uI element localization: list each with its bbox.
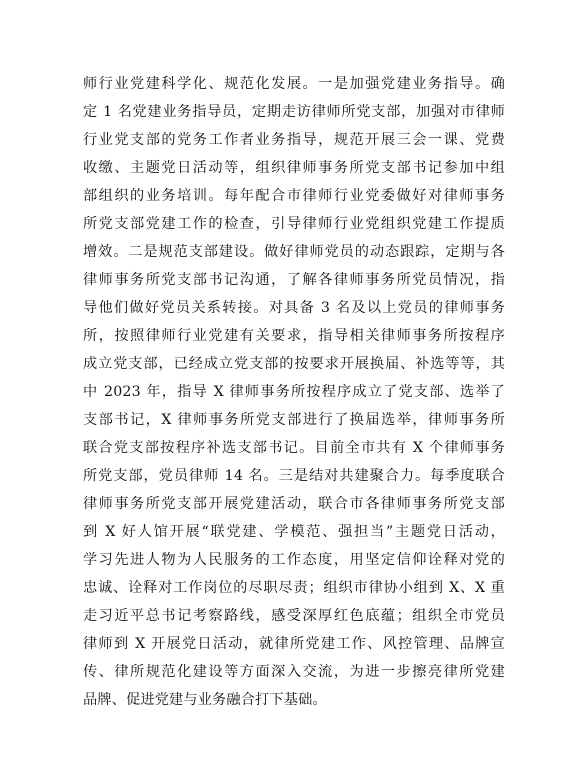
text-line: 走习近平总书记考察路线，感受深厚红色底蕴；组织全市党员: [83, 608, 505, 624]
text-line: 定 1 名党建业务指导员，定期走访律师所党支部，加强对市律师: [83, 104, 505, 120]
text-line: 律师事务所党支部开展党建活动，联合市各律师事务所党支部: [83, 496, 505, 512]
text-line: 律师事务所党支部书记沟通，了解各律师事务所党员情况，指: [83, 272, 505, 288]
text-line: 所党支部，党员律师 14 名。三是结对共建聚合力。每季度联合: [83, 468, 505, 484]
text-line: 支部书记，X 律师事务所党支部进行了换届选举，律师事务所: [83, 412, 505, 428]
text-line: 所党支部党建工作的检查，引导律师行业党组织党建工作提质: [83, 216, 505, 232]
text-line: 导他们做好党员关系转接。对具备 3 名及以上党员的律师事务: [83, 300, 505, 316]
text-line: 增效。二是规范支部建设。做好律师党员的动态跟踪，定期与各: [83, 244, 505, 260]
text-line: 品牌、促进党建与业务融合打下基础。: [83, 692, 327, 708]
text-line: 行业党支部的党务工作者业务指导，规范开展三会一课、党费: [83, 132, 505, 148]
text-line: 所，按照律师行业党建有关要求，指导相关律师事务所按程序: [83, 328, 505, 344]
text-line: 到 X 好人馆开展“联党建、学模范、强担当”主题党日活动，: [83, 524, 505, 540]
text-line: 成立党支部，已经成立党支部的按要求开展换届、补选等等，其: [83, 356, 505, 372]
text-line: 师行业党建科学化、规范化发展。一是加强党建业务指导。确: [83, 76, 505, 92]
text-line: 律师到 X 开展党日活动，就律所党建工作、风控管理、品牌宣: [83, 636, 505, 652]
body-paragraph: [83, 70, 505, 714]
text-line: 忠诚、诠释对工作岗位的尽职尽责；组织市律协小组到 X、X 重: [83, 580, 505, 596]
text-line: 部组织的业务培训。每年配合市律师行业党委做好对律师事务: [83, 188, 505, 204]
text-line: 收缴、主题党日活动等，组织律师事务所党支部书记参加中组: [83, 160, 505, 176]
text-line: 中 2023 年，指导 X 律师事务所按程序成立了党支部、选举了: [83, 384, 505, 400]
text-line: 联合党支部按程序补选支部书记。目前全市共有 X 个律师事务: [83, 440, 505, 456]
text-line: 传、律所规范化建设等方面深入交流，为进一步擦亮律所党建: [83, 664, 505, 680]
text-line: 学习先进人物为人民服务的工作态度，用坚定信仰诠释对党的: [83, 552, 505, 568]
